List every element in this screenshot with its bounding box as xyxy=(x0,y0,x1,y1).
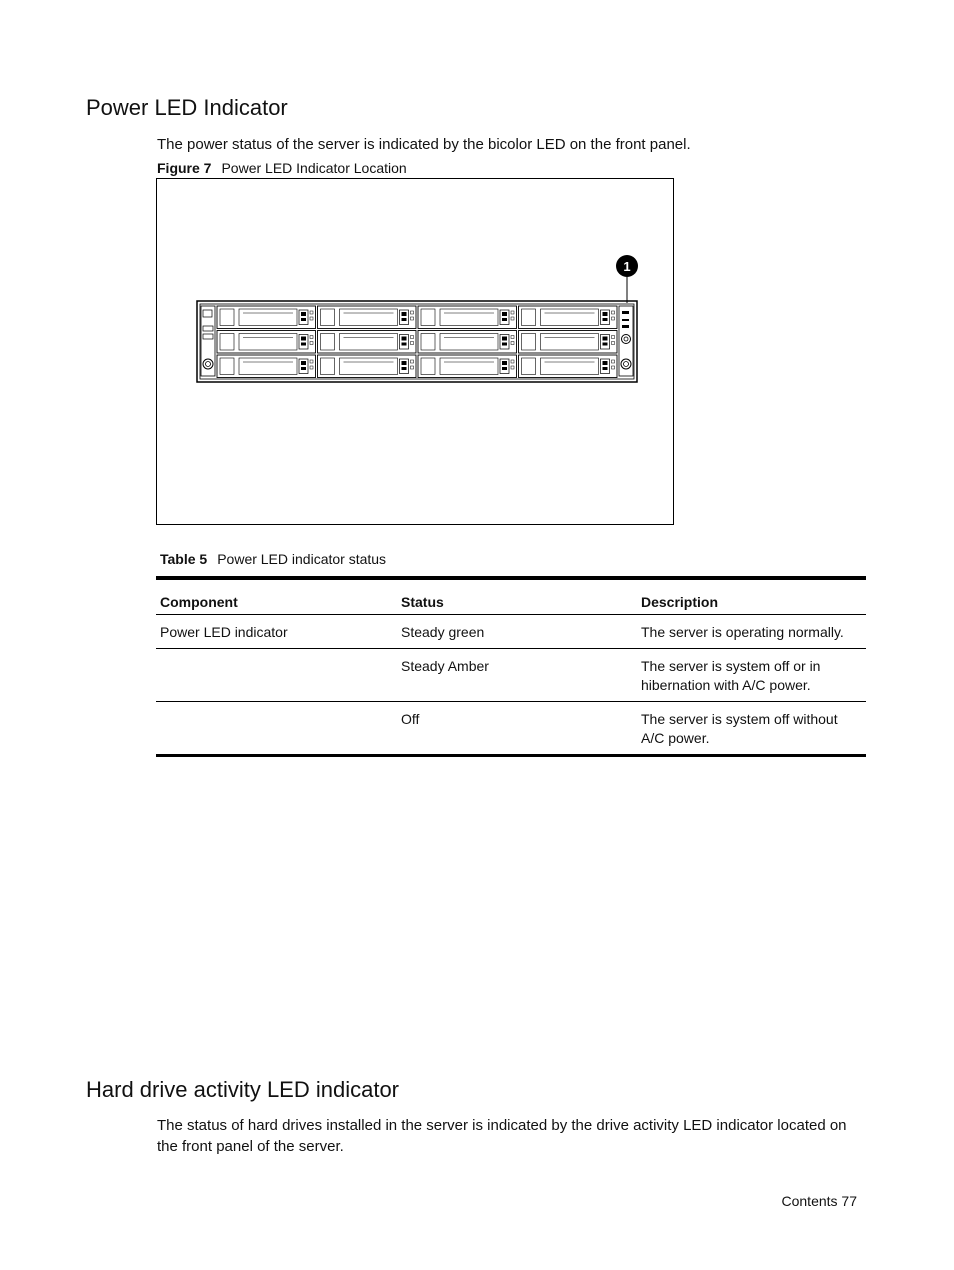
column-header-description: Description xyxy=(637,578,866,615)
table-caption xyxy=(160,551,386,567)
table-row xyxy=(156,615,866,649)
page-footer: Contents 77 xyxy=(781,1193,857,1209)
callout-number: 1 xyxy=(623,259,631,274)
table-cell: Off xyxy=(401,711,420,727)
table-cell: Steady Amber xyxy=(397,649,637,702)
table-row xyxy=(156,702,866,756)
table-cell xyxy=(156,649,397,702)
figure-label: Figure 7 xyxy=(157,160,212,176)
power-led-status-table xyxy=(156,576,866,757)
table-label: Table 5 xyxy=(160,551,208,567)
figure-title: Power LED Indicator Location xyxy=(221,160,407,176)
table-cell: Steady green xyxy=(397,615,637,649)
section-intro: The power status of the server is indicated by the bicolor LED on the front panel. xyxy=(157,136,691,153)
figure-caption xyxy=(157,160,407,176)
column-header-component: Component xyxy=(156,578,397,615)
section-heading-hard-drive-led: Hard drive activity LED indicator xyxy=(86,1077,400,1102)
server-front-panel-diagram xyxy=(157,179,673,524)
section-heading-power-led: Power LED Indicator xyxy=(86,95,288,120)
table-cell: The server is system off or in hibernation with A/C power. xyxy=(637,649,866,702)
table-row xyxy=(156,649,866,702)
section-intro: The status of hard drives installed in the server is indicated by the drive activity LED indicator located on the front panel of the server. xyxy=(157,1117,847,1155)
table-title: Power LED indicator status xyxy=(217,551,387,567)
table-header-row xyxy=(156,578,866,615)
table-cell: Power LED indicator xyxy=(156,615,397,649)
column-header-status: Status xyxy=(397,578,637,615)
table-cell: The server is operating normally. xyxy=(637,615,866,649)
figure-frame xyxy=(156,178,674,525)
table-cell xyxy=(156,702,397,756)
table-cell: The server is system off without A/C power. xyxy=(641,711,838,746)
